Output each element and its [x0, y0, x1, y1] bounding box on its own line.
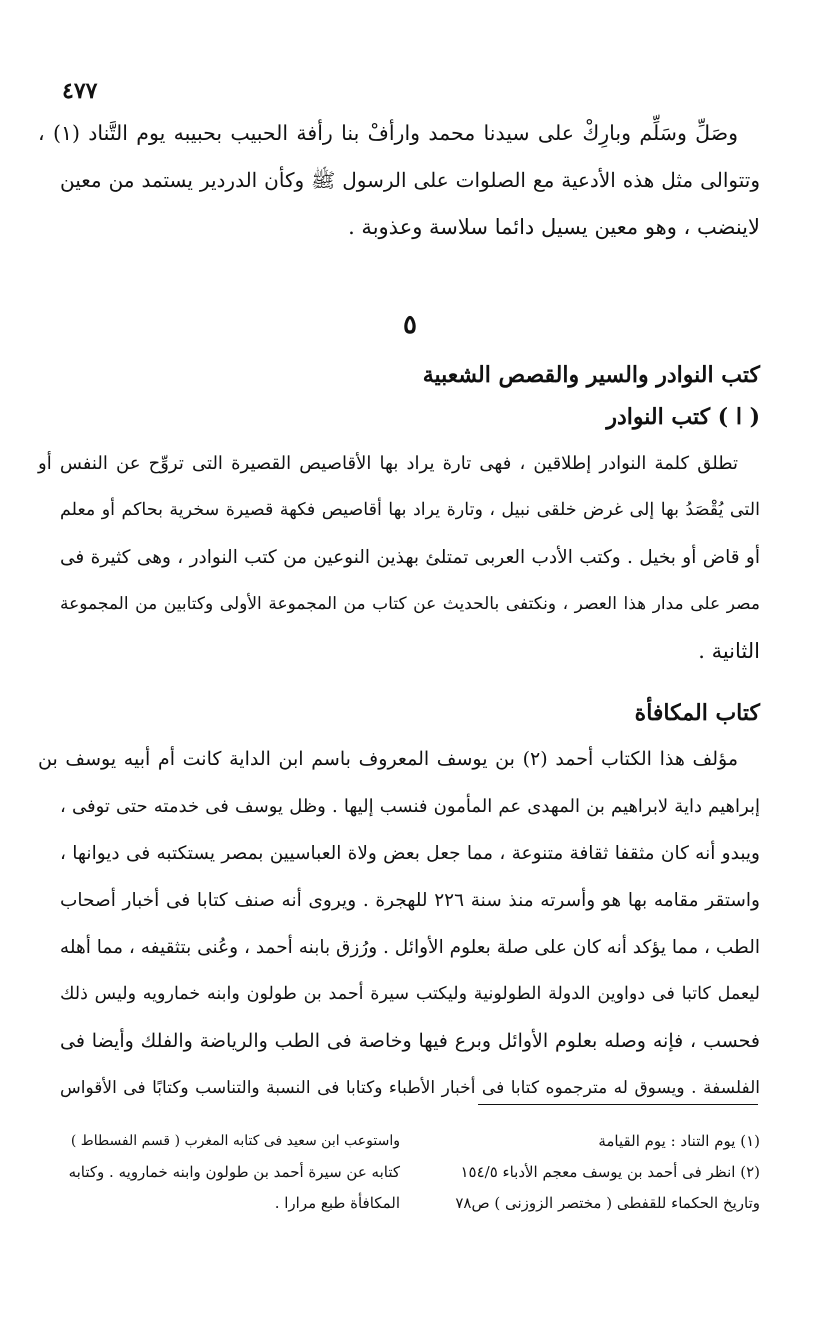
footnote-line: (٢) انظر فى أحمد بن يوسف معجم الأدباء ١٥٤/٥	[460, 1163, 760, 1181]
intro-line: لاينضب ، وهو معين يسيل دائما سلاسة وعذوبة .	[348, 215, 760, 239]
footnote-line: وتاريخ الحكماء للقفطى ( مختصر الزوزنى ) ص٧٨	[455, 1194, 760, 1212]
page-number: ٤٧٧	[62, 78, 98, 104]
mukafaa-line: الفلسفة . ويسوق له مترجموه كتابا فى أخبار الأطباء وكتابا فى النسبة والتناسب وكتابًا فى الأقواس	[60, 1078, 760, 1098]
nawadir-line: الثانية .	[698, 639, 760, 663]
section-number: ٥	[403, 310, 417, 340]
mukafaa-line: الطب ، مما يؤكد أنه كان على صلة بعلوم الأوائل . ورُزق بابنه أحمد ، وعُنى بتثقيفه ، مما أهله	[59, 937, 760, 958]
intro-paragraph	[38, 110, 760, 251]
mukafaa-line: واستقر مقامه بها هو وأسرته منذ سنة ٢٢٦ للهجرة . ويروى أنه صنف كتابا فى أخبار أصحاب	[60, 890, 760, 911]
mukafaa-line: ليعمل كاتبا فى دواوين الدولة الطولونية وليكتب سيرة أحمد بن طولون وابنه خمارويه وليس ذلك	[60, 984, 760, 1004]
mukafaa-line: إبراهيم داية لابراهيم بن المهدى عم المأمون فنسب إليها . وظل يوسف فى خدمته حتى توفى ،	[60, 796, 760, 817]
subsection-title: ( ا ) كتب النوادر	[606, 404, 760, 430]
mukafaa-line: مؤلف هذا الكتاب أحمد (٢) بن يوسف المعروف باسم ابن الداية كانت أم أبيه يوسف بن	[38, 748, 738, 770]
intro-line: وصَلِّ وسَلِّم وبارِكْ على سيدنا محمد وارأفْ بنا رأفة الحبيب بحبيبه يوم التَّناد (١) ،	[38, 121, 738, 145]
footnote-line: كتابه عن سيرة أحمد بن طولون وابنه خمارويه . وكتابه	[68, 1163, 400, 1181]
footnote-divider	[478, 1104, 758, 1105]
mukafaa-paragraph	[38, 736, 760, 1112]
footnotes-left-column	[60, 1126, 400, 1219]
footnote-line: واستوعب ابن سعيد فى كتابه المغرب ( قسم الفسطاط )	[70, 1133, 400, 1149]
nawadir-paragraph	[38, 440, 760, 675]
footnote-line: المكافأة طبع مرارا .	[274, 1194, 400, 1212]
footnote-line: (١) يوم التناد : يوم القيامة	[598, 1132, 760, 1150]
mukafaa-line: فحسب ، فإنه وصله بعلوم الأوائل وبرع فيها وخاصة فى الطب والرياضة والفلك وأيضا فى	[60, 1030, 760, 1052]
nawadir-line: التى يُقْصَدُ بها إلى غرض خلقى نبيل ، وتارة يراد بها أقاصيص فكهة قصيرة سخرية بحاكم أو معلم	[60, 500, 760, 520]
mukafaa-line: ويبدو أنه كان مثقفا ثقافة متنوعة ، مما جعل بعض ولاة العباسيين بمصر يستكتبه فى ديوانها ،	[60, 843, 760, 864]
book-title: كتاب المكافأة	[634, 700, 760, 726]
footnotes-right-column	[430, 1126, 760, 1219]
nawadir-line: تطلق كلمة النوادر إطلاقين ، فهى تارة يراد بها الأقاصيص القصيرة التى تروِّح عن النفس أو	[38, 453, 738, 474]
intro-line: وتتوالى مثل هذه الأدعية مع الصلوات على الرسول ﷺ وكأن الدردير يستمد من معين	[60, 168, 760, 192]
nawadir-line: أو قاض أو بخيل . وكتب الأدب العربى تمتلئ بهذين النوعين من كتب النوادر ، وهى كثيرة فى	[60, 547, 760, 568]
nawadir-line: مصر على مدار هذا العصر ، ونكتفى بالحديث عن كتاب من المجموعة الأولى وكتابين من المجموعة	[60, 594, 760, 614]
section-title: كتب النوادر والسير والقصص الشعبية	[422, 362, 760, 388]
